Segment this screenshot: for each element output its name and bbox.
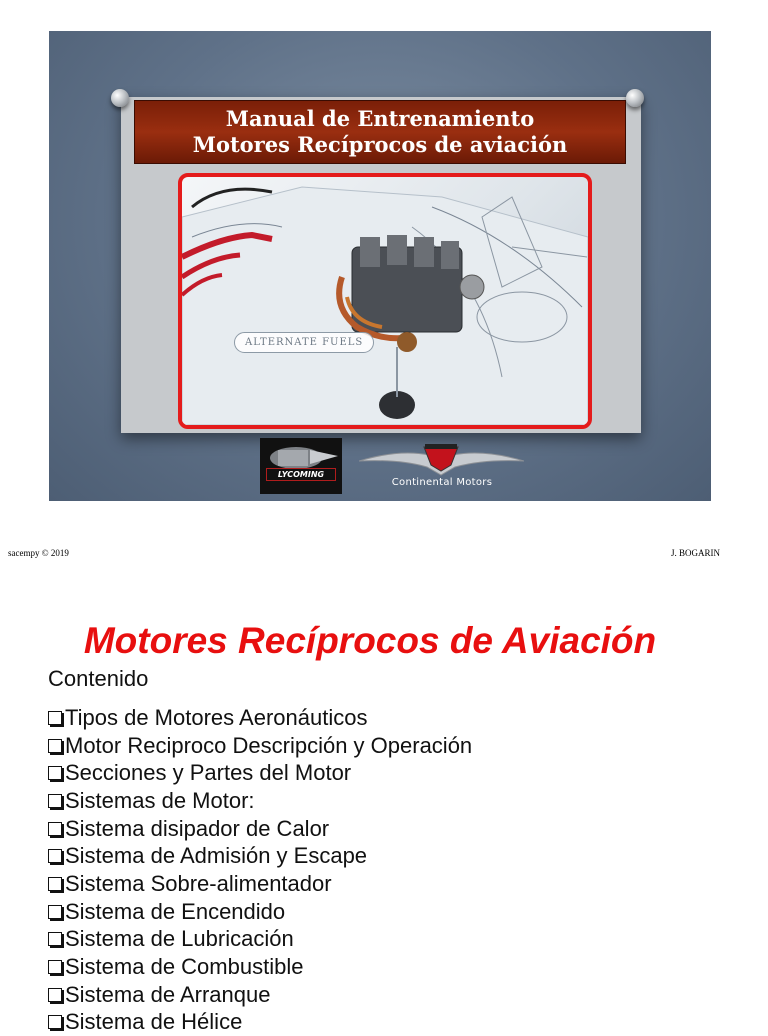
checkbox-bullet-icon <box>48 849 62 863</box>
list-item-text: Sistema disipador de Calor <box>65 815 330 841</box>
list-item <box>48 981 472 1009</box>
engine-photo <box>178 173 592 429</box>
checkbox-bullet-icon <box>48 905 62 919</box>
list-item <box>48 953 472 981</box>
checkbox-bullet-icon <box>48 1015 62 1029</box>
pushpin-icon <box>626 89 644 107</box>
checkbox-bullet-icon <box>48 766 62 780</box>
list-item-text: Sistema de Admisión y Escape <box>65 843 368 869</box>
contents-list <box>48 704 472 1036</box>
continental-motors-logo <box>359 441 524 496</box>
alternate-fuels-label: ALTERNATE FUELS <box>234 332 374 353</box>
list-item <box>48 732 472 760</box>
list-item-text: Secciones y Partes del Motor <box>65 760 352 786</box>
lycoming-logo <box>260 438 342 494</box>
checkbox-bullet-icon <box>48 822 62 836</box>
list-item-text: Sistema de Encendido <box>65 898 286 924</box>
checkbox-bullet-icon <box>48 877 62 891</box>
cover-title-line-2: Motores Recíprocos de aviación <box>192 132 568 157</box>
list-item-text: Motor Reciproco Descripción y Operación <box>65 732 473 758</box>
list-item-text: Tipos de Motores Aeronáuticos <box>65 704 368 730</box>
cover-title-banner <box>134 100 626 164</box>
list-item-text: Sistema de Arranque <box>65 981 271 1007</box>
checkbox-bullet-icon <box>48 794 62 808</box>
list-item <box>48 842 472 870</box>
list-item <box>48 870 472 898</box>
list-item-text: Sistema de Lubricación <box>65 926 294 952</box>
checkbox-bullet-icon <box>48 960 62 974</box>
list-item <box>48 704 472 732</box>
footer-author: J. BOGARIN <box>670 548 720 558</box>
continental-wordmark: Continental Motors <box>391 477 493 488</box>
list-item <box>48 926 472 954</box>
checkbox-bullet-icon <box>48 988 62 1002</box>
list-item <box>48 815 472 843</box>
checkbox-bullet-icon <box>48 932 62 946</box>
list-item <box>48 1009 472 1036</box>
contents-slide-title: Motores Recíprocos de Aviación <box>83 620 657 661</box>
checkbox-bullet-icon <box>48 739 62 753</box>
list-item-text: Sistema de Combustible <box>65 954 304 980</box>
list-item-text: Sistema de Hélice <box>65 1009 243 1035</box>
lycoming-wordmark: LYCOMING <box>266 468 336 481</box>
list-item-text: Sistema Sobre-alimentador <box>65 870 332 896</box>
list-item <box>48 759 472 787</box>
list-item-text: Sistemas de Motor: <box>65 787 255 813</box>
cover-title-line-1: Manual de Entrenamiento <box>225 106 535 131</box>
pushpin-icon <box>111 89 129 107</box>
footer-copyright: sacempy © 2019 <box>8 548 69 558</box>
airplane-engine-illustration <box>182 177 588 425</box>
list-item <box>48 787 472 815</box>
cover-slide <box>49 31 711 501</box>
checkbox-bullet-icon <box>48 711 62 725</box>
contents-subtitle: Contenido <box>48 666 149 691</box>
list-item <box>48 898 472 926</box>
